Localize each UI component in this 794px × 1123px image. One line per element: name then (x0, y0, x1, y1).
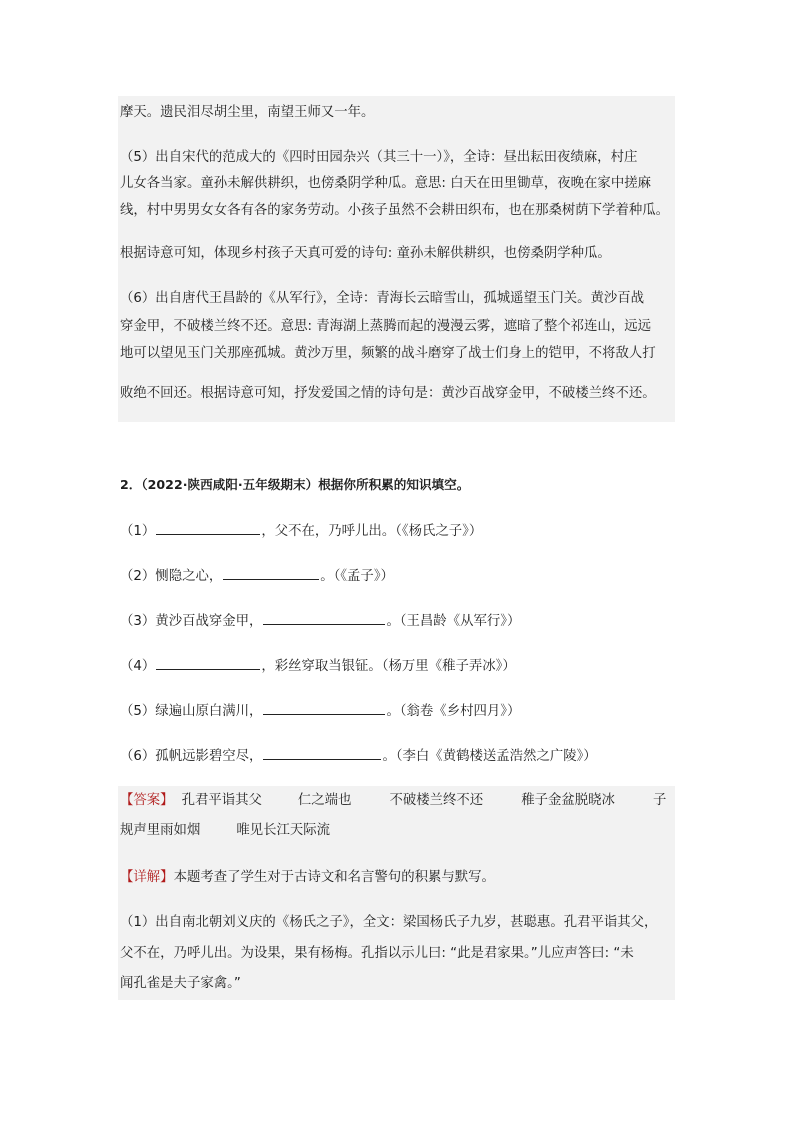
text-line: 父不在，乃呼儿出。为设果，果有杨梅。孔指以示儿曰: “此是君家果。”儿应声答曰: “未 (120, 946, 634, 961)
answer-blank[interactable] (156, 521, 260, 535)
answer-item: 规声里雨如烟 (120, 823, 201, 838)
answer-blank[interactable] (263, 611, 385, 625)
text-line: 闻孔雀是夫子家禽。” (120, 976, 241, 991)
item-text: 。（翁卷《乡村四月》） (386, 704, 521, 719)
answer-item: 子 (652, 793, 667, 808)
answer-blank[interactable] (223, 566, 319, 580)
answer-blank[interactable] (263, 701, 385, 715)
text-line: （5）出自宋代的范成大的《四时田园杂兴（其三十一）》，全诗：昼出耘田夜绩麻，村庄 (120, 150, 638, 165)
item-text: （6）孤帆远影碧空尽， (120, 749, 263, 764)
question-title: 2．（2022·陕西咸阳·五年级期末）根据你所积累的知识填空。 (120, 477, 470, 492)
detail-line (120, 869, 495, 887)
item-text: 。（李白《黄鹤楼送孟浩然之广陵》） (382, 749, 597, 764)
answer-blank[interactable] (156, 656, 260, 670)
text-line: （6）出自唐代王昌龄的《从军行》，全诗：青海长云暗雪山，孤城遥望玉门关。黄沙百战 (120, 291, 645, 306)
fill-item-6 (120, 746, 597, 766)
detail-label: 【详解】 (120, 870, 174, 885)
answer-item: 孔君平诣其父 (181, 793, 262, 808)
text-line: 地可以望见玉门关那座孤城。黄沙万里，频繁的战斗磨穿了战士们身上的铠甲，不将敌人打 (120, 346, 656, 361)
answer-line-1 (120, 792, 666, 810)
item-text: （3）黄沙百战穿金甲， (120, 614, 263, 629)
item-text: ，彩丝穿取当银钲。（杨万里《稚子弄冰》） (261, 659, 516, 674)
item-text: （2）恻隐之心， (120, 569, 223, 584)
fill-item-5 (120, 701, 520, 721)
text-line: 穿金甲，不破楼兰终不还。意思: 青海湖上蒸腾而起的漫漫云雾，遮暗了整个祁连山，远远 (120, 319, 651, 334)
item-text: （1） (120, 524, 156, 539)
answer-item: 不破楼兰终不还 (389, 793, 484, 808)
answer-item: 唯见长江天际流 (236, 823, 331, 838)
detail-intro: 本题考查了学生对于古诗文和名言警句的积累与默写。 (173, 870, 495, 885)
answer-line-2 (120, 822, 330, 840)
item-text: （5）绿遍山原白满川， (120, 704, 263, 719)
text-line: 儿女各当家。童孙未解供耕织，也傍桑阴学种瓜。意思: 白天在田里锄草，夜晚在家中搓麻 (120, 176, 651, 191)
answer-label: 【答案】 (120, 793, 174, 808)
text-line: 败绝不回还。根据诗意可知，抒发爱国之情的诗句是：黄沙百战穿金甲，不破楼兰终不还。 (120, 386, 656, 401)
text-line: （1）出自南北朝刘义庆的《杨氏之子》，全文：梁国杨氏子九岁，甚聪惠。孔君平诣其父， (120, 915, 658, 930)
fill-item-1 (120, 521, 482, 541)
item-text: 。（《孟子》） (320, 569, 394, 584)
answer-blank[interactable] (263, 746, 381, 760)
text-line: 根据诗意可知，体现乡村孩子天真可爱的诗句: 童孙未解供耕织，也傍桑阴学种瓜。 (120, 246, 611, 261)
text-line: 线，村中男男女女各有各的家务劳动。小孩子虽然不会耕田织布，也在那桑树荫下学着种瓜。 (120, 203, 670, 218)
answer-item: 稚子金盆脱晓冰 (521, 793, 615, 808)
item-text: 。（王昌龄《从军行》） (386, 614, 521, 629)
fill-item-2 (120, 566, 394, 586)
fill-item-4 (120, 656, 516, 676)
item-text: ，父不在，乃呼儿出。（《杨氏之子》） (261, 524, 483, 539)
item-text: （4） (120, 659, 156, 674)
answer-item: 仁之端也 (297, 793, 352, 808)
fill-item-3 (120, 611, 520, 631)
text-line: 摩天。遗民泪尽胡尘里，南望王师又一年。 (120, 105, 375, 120)
answer-block (118, 786, 675, 1000)
